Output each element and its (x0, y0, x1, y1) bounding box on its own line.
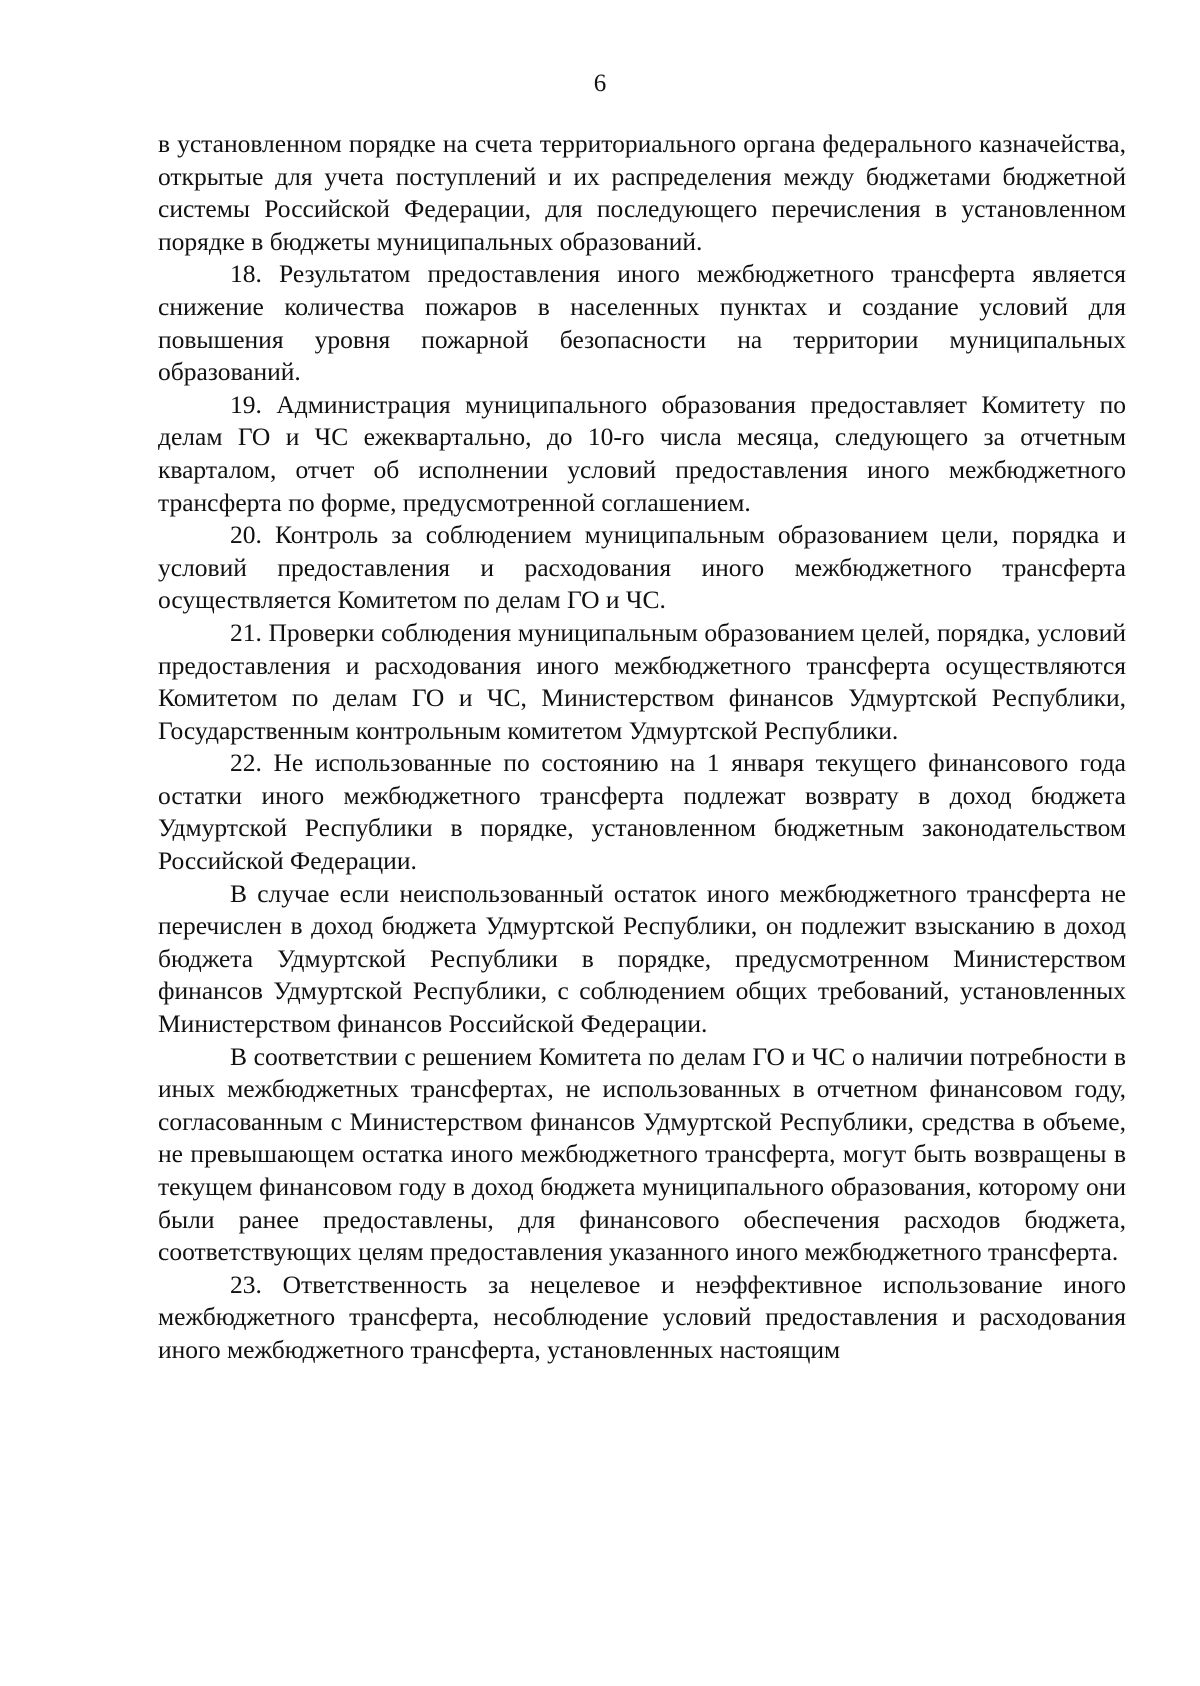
paragraph-18: 18. Результатом предоставления иного межбюджетного трансферта является снижение количества пожаров в населенных пунктах и создание условий для повышения уровня пожарной безопасности на территории муниципальных образований. (158, 259, 1126, 387)
document-body (158, 128, 1126, 1367)
paragraph-23: 23. Ответственность за нецелевое и неэффективное использование иного межбюджетного трансферта, несоблюдение условий предоставления и расходования иного межбюджетного трансферта, установленных настоящим (158, 1269, 1126, 1364)
paragraph-22-case: В случае если неиспользованный остаток иного межбюджетного трансферта не перечислен в доход бюджета Удмуртской Республики, он подлежит взысканию в доход бюджета Удмуртской Республики в порядке, предусмотренном Министерством финансов Удмуртской Республики, с соблюдением общих требований, установленных Министерством финансов Российской Федерации. (158, 878, 1126, 1039)
paragraph-22-decision: В соответствии с решением Комитета по делам ГО и ЧС о наличии потребности в иных межбюджетных трансфертах, не использованных в отчетном финансовом году, согласованным с Министерством финансов Удмуртской Республики, средства в объеме, не превышающем остатка иного межбюджетного трансферта, могут быть возвращены в текущем финансовом году в доход бюджета муниципального образования, которому они были ранее предоставлены, для финансового обеспечения расходов бюджета, соответствующих целям предоставления указанного иного межбюджетного трансферта. (158, 1041, 1126, 1267)
paragraph-continuation: в установленном порядке на счета территориального органа федерального казначейства, открытые для учета поступлений и их распределения между бюджетами бюджетной системы Российской Федерации, для последующего перечисления в установленном порядке в бюджеты муниципальных образований. (158, 129, 1126, 256)
paragraph-20: 20. Контроль за соблюдением муниципальным образованием цели, порядка и условий предоставления и расходования иного межбюджетного трансферта осуществляется Комитетом по делам ГО и ЧС. (158, 520, 1126, 615)
paragraph-21: 21. Проверки соблюдения муниципальным образованием целей, порядка, условий предоставления и расходования иного межбюджетного трансферта осуществляются Комитетом по делам ГО и ЧС, Министерством финансов Удмуртской Республики, Государственным контрольным комитетом Удмуртской Республики. (158, 617, 1126, 745)
page-number: 6 (593, 70, 607, 97)
paragraph-19: 19. Администрация муниципального образования предоставляет Комитету по делам ГО и ЧС ежеквартально, до 10-го числа месяца, следующего за отчетным кварталом, отчет об исполнении условий предоставления иного межбюджетного трансферта по форме, предусмотренной соглашением. (158, 389, 1126, 517)
paragraph-22: 22. Не использованные по состоянию на 1 января текущего финансового года остатки иного межбюджетного трансферта подлежат возврату в доход бюджета Удмуртской Республики в порядке, установленном бюджетным законодательством Российской Федерации. (158, 748, 1126, 876)
